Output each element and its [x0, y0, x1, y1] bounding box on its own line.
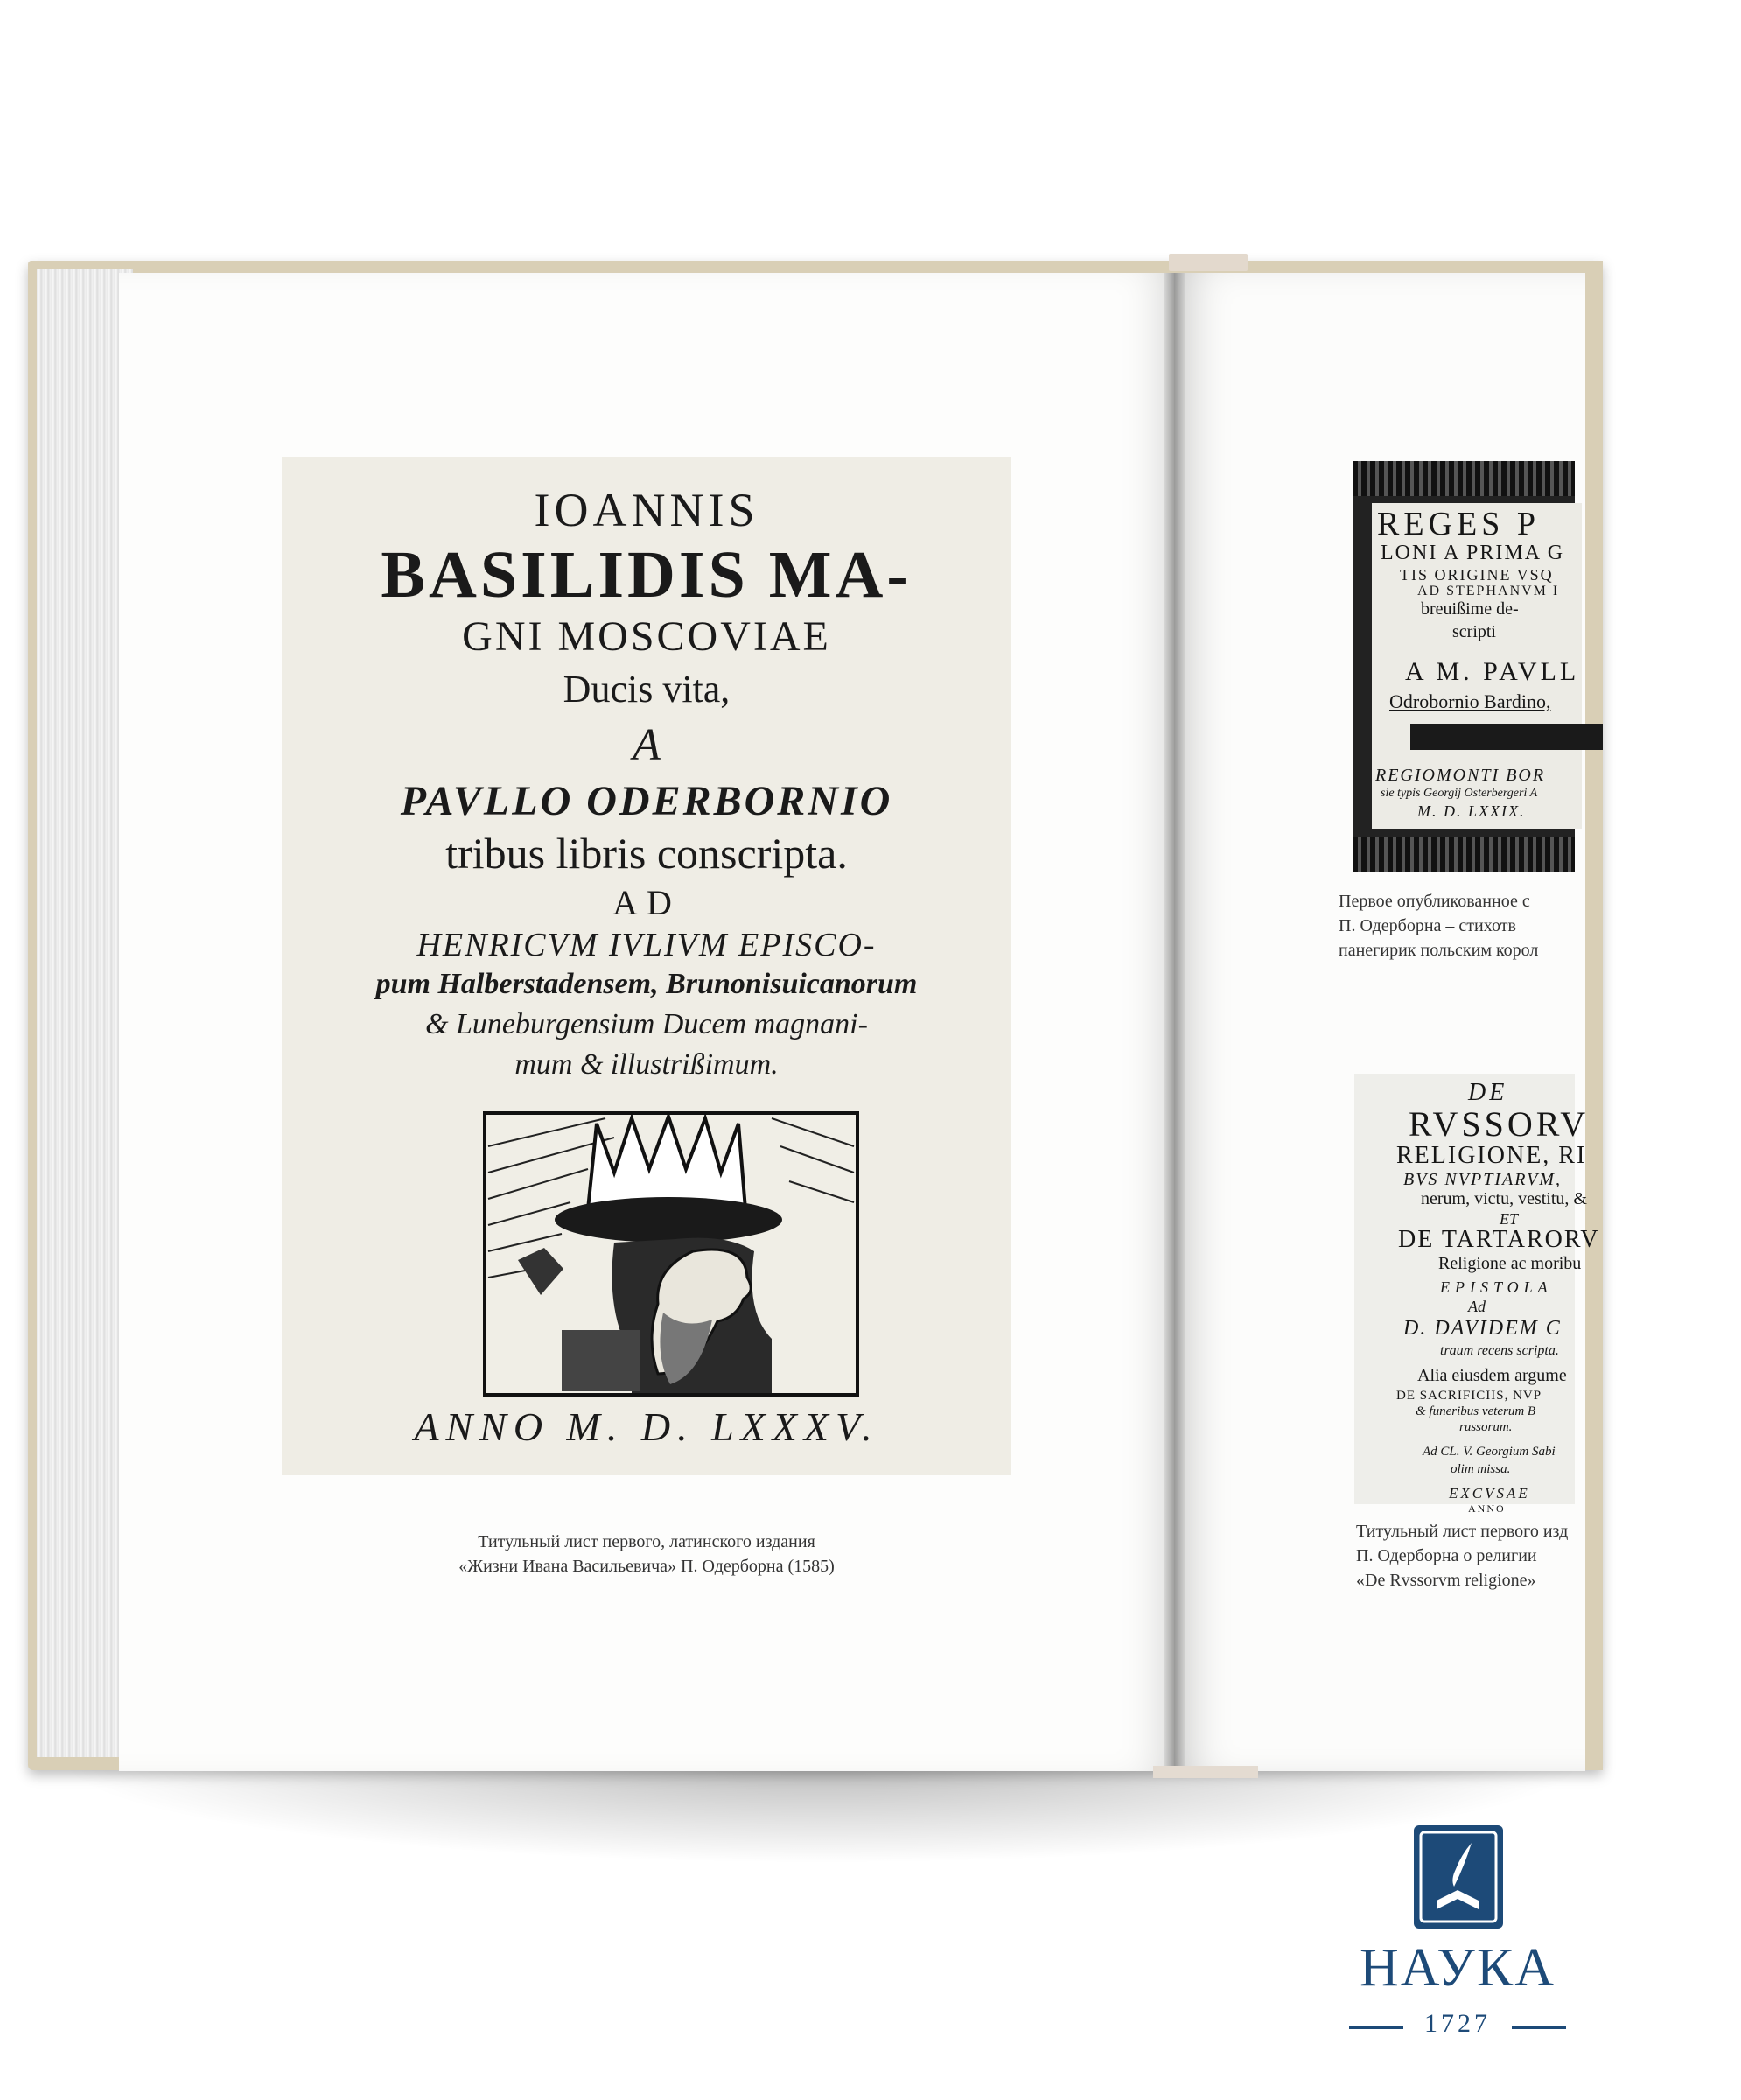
plate-line: REGIOMONTI BOR [1375, 766, 1546, 785]
title-page-plate [282, 457, 1011, 1475]
plate-line: LONI A PRIMA G [1381, 542, 1565, 564]
plate-line: RELIGIONE, RI [1396, 1142, 1587, 1169]
book-gutter [1164, 273, 1185, 1771]
caption-line: панегирик польским корол [1339, 941, 1539, 960]
title-line: Ducis vita, [563, 668, 731, 710]
plate-line: & funeribus veterum B [1416, 1404, 1536, 1418]
plate-line: RVSSORV [1409, 1104, 1590, 1144]
book-feather-icon [1414, 1825, 1503, 1928]
dedication-line: mum & illustrißimum. [514, 1048, 779, 1081]
title-line: BASILIDIS MA- [381, 538, 912, 612]
plate-line: ET [1500, 1210, 1519, 1228]
plate-line: EXCVSAE [1449, 1485, 1530, 1502]
title-line: GNI MOSCOVIAE [462, 613, 831, 660]
ornamental-border-bottom [1353, 837, 1575, 872]
plate-line: olim missa. [1451, 1462, 1511, 1476]
plate-line: Religione ac moribu [1438, 1254, 1582, 1273]
plate-line: BVS NVPTIARVM, [1403, 1170, 1562, 1189]
left-plate-caption [282, 1530, 1011, 1578]
plate-line: sie typis Georgij Osterbergeri A [1381, 787, 1538, 800]
dedication-line: HENRICVM IVLIVM EPISCO- [416, 927, 877, 963]
caption-line: Титульный лист первого, латинского издания [478, 1532, 815, 1551]
plate-line: Ad CL. V. Georgium Sabi [1423, 1445, 1556, 1459]
logo-emblem-icon [1414, 1825, 1503, 1928]
plate-line: breuißime de- [1421, 599, 1519, 619]
plate-line: EPISTOLA [1440, 1278, 1553, 1296]
bookmark-ribbon [1169, 254, 1248, 271]
plate-line: DE [1468, 1079, 1508, 1106]
ornament-bar [1410, 724, 1603, 750]
logo-wordmark: НАУКА [1359, 1938, 1556, 1998]
title-line: AD [612, 883, 681, 922]
plate-line: TIS ORIGINE VSQ [1400, 566, 1554, 584]
caption-line: «De Rvssorvm religione» [1356, 1571, 1536, 1590]
plate-line: scripti [1452, 622, 1496, 641]
publisher-logo [1340, 1825, 1575, 2053]
plate-line: DE TARTARORV [1398, 1226, 1600, 1253]
ornamental-border-top [1353, 461, 1575, 496]
title-line: IOANNIS [534, 484, 759, 536]
plate-line: Ad [1468, 1298, 1486, 1315]
portrait-woodcut [483, 1111, 859, 1396]
bookmark-ribbon-bottom [1153, 1766, 1258, 1778]
plate-line: DE SACRIFICIIS, NVP [1396, 1389, 1542, 1403]
plate-line: D. DAVIDEM C [1403, 1317, 1562, 1340]
dedication-line: pum Halberstadensem, Brunonisuicanorum [375, 968, 918, 1000]
caption-line: П. Одерборна о религии [1356, 1546, 1537, 1565]
caption-line: П. Одерборна – стихотв [1339, 916, 1516, 935]
plate-line: M. D. LXXIX. [1417, 802, 1526, 820]
plate-line: russorum. [1459, 1420, 1513, 1434]
caption-line: Первое опубликованное с [1339, 892, 1530, 911]
plate-line: A M. PAVLL [1405, 657, 1580, 686]
caption-line: «Жизни Ивана Васильевича» П. Одерборна (1585) [458, 1557, 835, 1576]
title-line: tribus libris conscripta. [445, 829, 848, 878]
caption-line: Титульный лист первого изд [1356, 1522, 1569, 1541]
plate-line: Odrobornio Bardino, [1389, 690, 1551, 712]
plate-line: REGES P [1377, 506, 1540, 542]
reges-poloni-plate [1353, 461, 1580, 872]
plate-line: AD STEPHANVM I [1417, 584, 1560, 598]
plate-line: ANNO [1468, 1502, 1506, 1515]
right-plate-2-caption [1312, 1519, 1741, 1592]
plate-text-area [1372, 503, 1582, 829]
plate-line: nerum, victu, vestitu, & [1421, 1189, 1587, 1208]
plate-line: Alia eiusdem argume [1417, 1366, 1567, 1385]
de-russorum-plate [1354, 1074, 1600, 1515]
logo-rule-right [1512, 2026, 1566, 2029]
imprint-year: ANNO M. D. LXXXV. [414, 1404, 879, 1449]
logo-year: 1727 [1424, 2009, 1491, 2038]
right-plate-1-caption [1312, 889, 1724, 962]
title-line: A [633, 720, 661, 770]
dedication-line: & Luneburgensium Ducem magnani- [425, 1008, 868, 1040]
plate-line: traum recens scripta. [1440, 1343, 1559, 1358]
author-line: PAVLLO ODERBORNIO [400, 778, 893, 824]
